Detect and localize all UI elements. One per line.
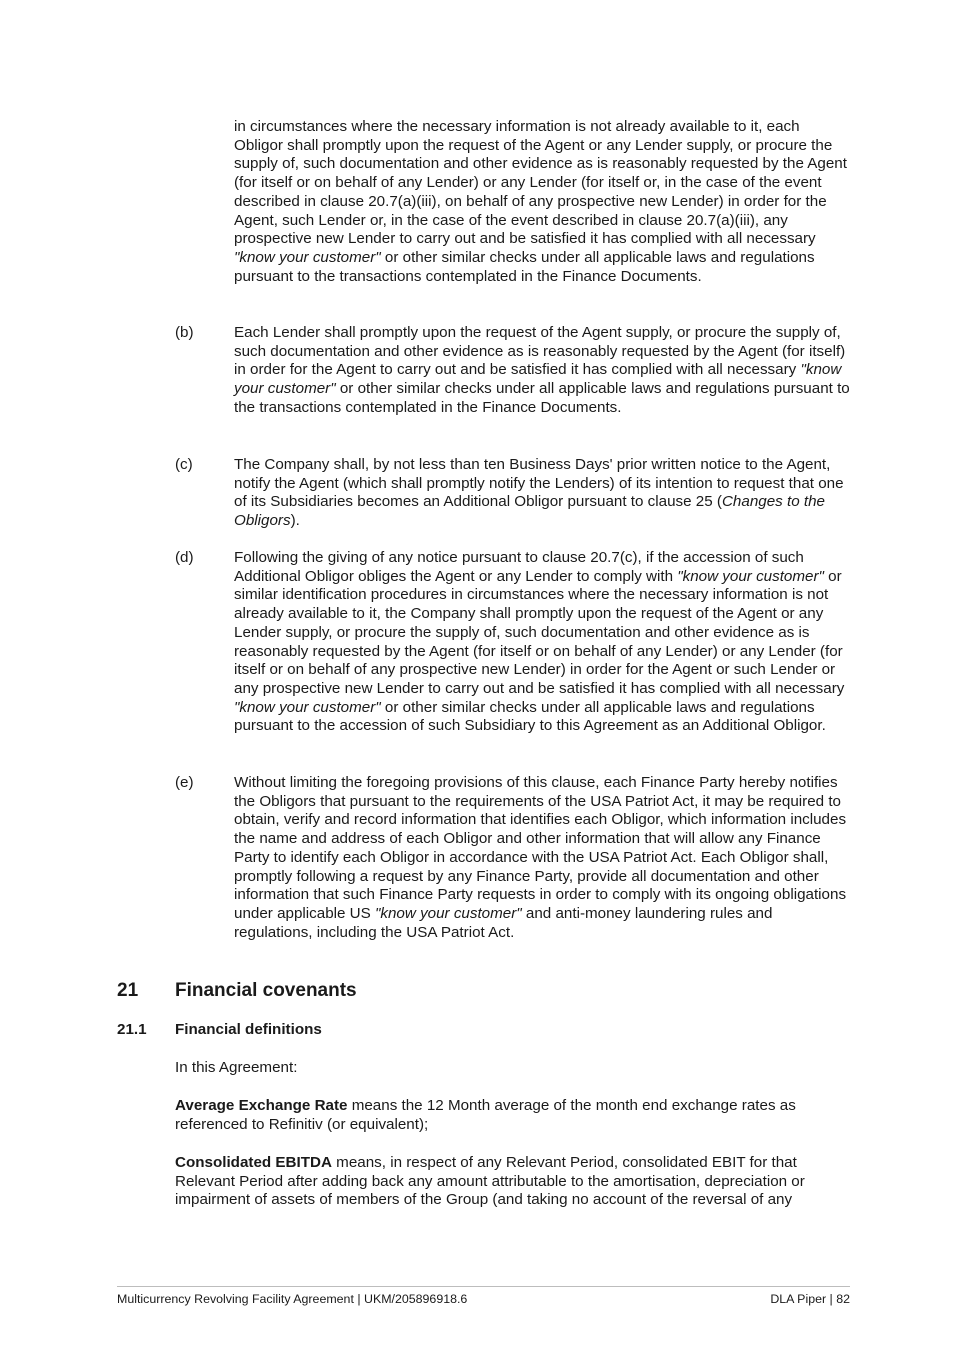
subsection-title: Financial definitions (175, 1021, 322, 1038)
clause-a-continuation: in circumstances where the necessary information is not already available to it, each Obligor shall promptly upon the request of the Agent or any Lender supply, or procure the supply of, such documentation and other evidence as is reasonably requested by the Agent (for itself or on behalf of any Lender) or any Lender (for itself or, in the case of the event described in clause 20.7(a)(iii), on behalf of any prospective new Lender) in order for the Agent, such Lender or, in the case of the event described in clause 20.7(a)(iii), any prospective new Lender to carry out and be satisfied it has complied with all necessary "know your customer" or other similar checks under all applicable laws and regulations pursuant to the transactions contemplated in the Finance Documents. (234, 118, 847, 285)
clause-b-text: Each Lender shall promptly upon the request of the Agent supply, or procure the supply of, such documentation and other evidence as is reasonably requested by the Agent (for itself) in order for the Agent to carry out and be satisfied it has complied with all necessary "know your customer" or other similar checks under all applicable laws and regulations pursuant to the transactions contemplated in the Finance Documents. (234, 324, 850, 416)
definition-average-exchange-rate: Average Exchange Rate means the 12 Month average of the month end exchange rates as referenced to Refinitiv (or equivalent); (175, 1097, 796, 1133)
clause-e-text: Without limiting the foregoing provisions of this clause, each Finance Party hereby notifies the Obligors that pursuant to the requirements of the USA Patriot Act, it may be required to obtain, verify and record information that identifies each Obligor, which information includes the name and address of each Obligor and other information that will allow any Finance Party to identify each Obligor in accordance with the USA Patriot Act. Each Obligor shall, promptly following a request by any Finance Party, provide all documentation and other information that such Finance Party requests in order to comply with its ongoing obligations under applicable US "know your customer" and anti-money laundering rules and regulations, including the USA Patriot Act. (234, 774, 847, 941)
subsection-number: 21.1 (117, 1021, 147, 1038)
footer-page-number: DLA Piper | 82 (770, 1292, 850, 1306)
clause-e-label: (e) (175, 774, 194, 791)
footer-divider (117, 1286, 850, 1287)
section-title: Financial covenants (175, 980, 357, 1001)
clause-c-label: (c) (175, 456, 193, 473)
intro-text: In this Agreement: (175, 1059, 298, 1076)
clause-d-label: (d) (175, 549, 194, 566)
section-number: 21 (117, 980, 139, 1001)
clause-b-label: (b) (175, 324, 194, 341)
definition-consolidated-ebitda: Consolidated EBITDA means, in respect of any Relevant Period, consolidated EBIT for that Relevant Period after adding back any amount attributable to the amortisation, depreciation or impairment of assets of members of the Group (and taking no account of the reversal of any (175, 1154, 805, 1209)
clause-c-text: The Company shall, by not less than ten Business Days' prior written notice to the Agent, notify the Agent (which shall promptly notify the Lenders) of its intention to request that one of its Subsidiaries becomes an Additional Obligor pursuant to clause 25 (Changes to the Obligors). (234, 456, 844, 530)
footer-document-reference: Multicurrency Revolving Facility Agreement | UKM/205896918.6 (117, 1292, 468, 1306)
clause-d-text: Following the giving of any notice pursuant to clause 20.7(c), if the accession of such Additional Obligor obliges the Agent or any Lender to comply with "know your customer" or similar identification procedures in circumstances where the necessary information is not already available to it, the Company shall promptly upon the request of the Agent or any Lender supply, or procure the supply of, such documentation and other evidence as is reasonably requested by the Agent (for itself or on behalf of any Lender) or any Lender (for itself or on behalf of any prospective new Lender) in order for the Agent or such Lender or any prospective new Lender to carry out and be satisfied it has complied with all necessary "know your customer" or other similar checks under all applicable laws and regulations pursuant to the accession of such Subsidiary to this Agreement as an Additional Obligor. (234, 549, 845, 735)
